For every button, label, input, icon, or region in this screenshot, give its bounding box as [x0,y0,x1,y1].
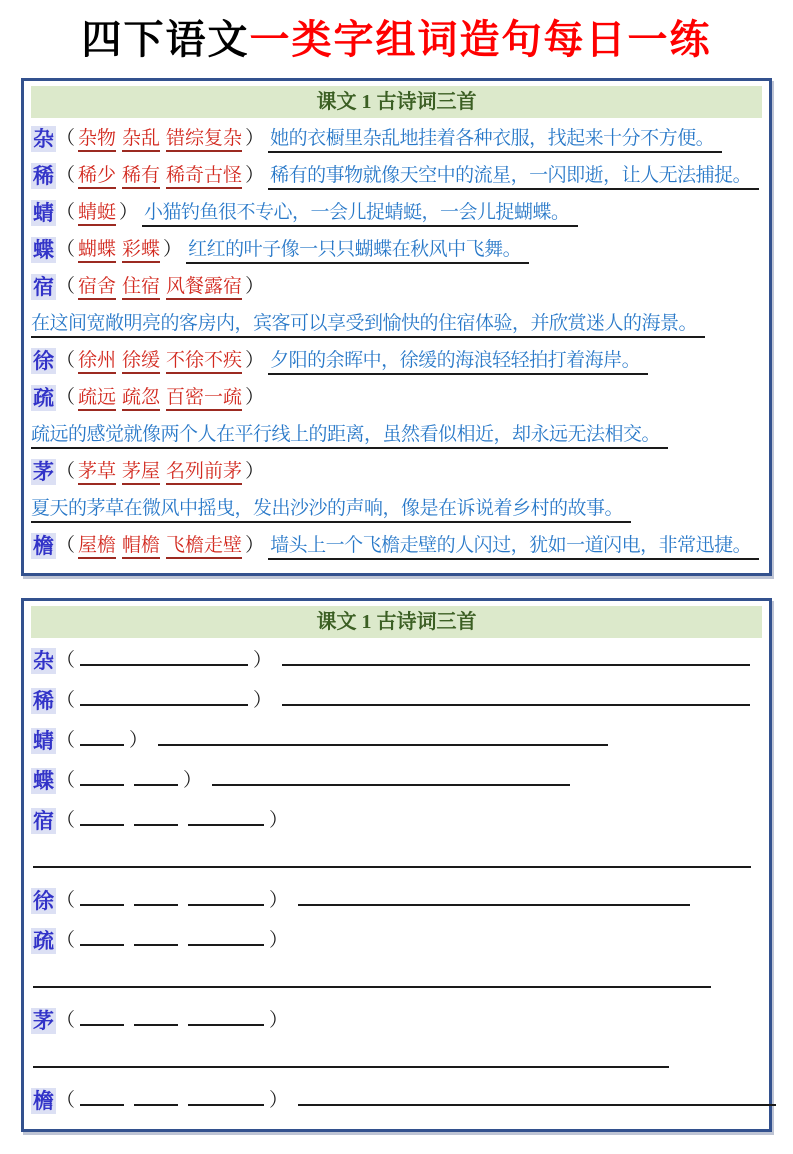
close-paren: ） [245,276,265,297]
word: 杂乱 [122,128,160,152]
practice-row [31,880,762,920]
word-blank-group [75,727,129,751]
example-sentence: 红红的叶子像一只只蝴蝶在秋风中飞舞。 [186,239,529,264]
target-char: 稀 [33,164,54,188]
word: 徐州 [78,350,116,374]
close-paren: ） [245,387,265,408]
word-blank [134,805,178,826]
example-sentence: 在这间宽敞明亮的客房内，宾客可以享受到愉快的住宿体验，并欣赏迷人的海景。 [31,313,705,338]
word-blank [134,765,178,786]
word-blank [80,725,124,746]
sentence-write-line [33,1047,669,1068]
practice-panel [21,598,772,1132]
lesson-header: 课文 1 古诗词三首 [31,606,762,638]
open-paren: （ [56,1010,76,1031]
word-blank [80,805,124,826]
open-paren: （ [56,276,76,297]
word: 风餐露宿 [166,276,242,300]
close-paren: ） [269,890,289,911]
word-blank [134,1085,178,1106]
practice-row [31,760,762,800]
word-blank [80,645,248,666]
entry-row [31,527,762,564]
word: 错综复杂 [166,128,242,152]
sentence-write-line [298,1085,776,1106]
target-char: 宿 [33,809,54,833]
target-char: 宿 [33,275,54,299]
close-paren: ） [245,165,265,186]
practice-sentence-row [31,840,762,880]
word-blank [134,925,178,946]
practice-row [31,680,762,720]
word-blank-group [75,647,253,671]
word-blank [80,685,248,706]
word-blank [188,925,264,946]
close-paren: ） [253,650,273,671]
open-paren: （ [56,535,76,556]
close-paren: ） [245,350,265,371]
entry-row [31,453,762,490]
word-blank [80,885,124,906]
word-blank [188,885,264,906]
target-char: 蜻 [33,201,54,225]
target-char: 檐 [33,1089,54,1113]
close-paren: ） [253,690,273,711]
word-blank-group [75,1087,269,1111]
close-paren: ） [269,930,289,951]
word-blank [134,1005,178,1026]
example-sentence: 夏天的茅草在微风中摇曳，发出沙沙的声响，像是在诉说着乡村的故事。 [31,498,631,523]
lesson-header: 课文 1 古诗词三首 [31,86,762,118]
word-blank [134,885,178,906]
sentence-write-line [33,847,751,868]
practice-row [31,800,762,840]
sentence-write-line [33,967,711,988]
word-blank [188,1085,264,1106]
word-blank [188,805,264,826]
open-paren: （ [56,461,76,482]
target-char: 蝶 [33,238,54,262]
sentence-write-line [298,885,690,906]
practice-row [31,1000,762,1040]
close-paren: ） [269,1010,289,1031]
target-char: 疏 [33,929,54,953]
target-char: 徐 [33,349,54,373]
open-paren: （ [56,387,76,408]
word: 宿舍 [78,276,116,300]
open-paren: （ [56,770,76,791]
open-paren: （ [56,690,76,711]
close-paren: ） [129,730,149,751]
target-char: 檐 [33,534,54,558]
open-paren: （ [56,350,76,371]
word: 稀有 [122,165,160,189]
sentence-write-line [282,645,750,666]
title-prefix: 四下语文 [81,17,250,62]
word: 疏忽 [122,387,160,411]
close-paren: ） [269,1090,289,1111]
page-title [0,18,793,62]
example-sentence: 她的衣橱里杂乱地挂着各种衣服，找起来十分不方便。 [268,128,722,153]
word: 疏远 [78,387,116,411]
entry-row [31,194,762,231]
close-paren: ） [269,810,289,831]
example-sentence: 稀有的事物就像天空中的流星，一闪即逝，让人无法捕捉。 [268,165,759,190]
open-paren: （ [56,650,76,671]
target-char: 稀 [33,689,54,713]
word: 茅屋 [122,461,160,485]
example-sentence: 小猫钓鱼很不专心，一会儿捉蜻蜓，一会儿捉蝴蝶。 [142,202,578,227]
target-char: 蝶 [33,769,54,793]
word: 百密一疏 [166,387,242,411]
word-blank [188,1005,264,1026]
word: 屋檐 [78,535,116,559]
word-blank [80,1085,124,1106]
word: 蝴蝶 [78,239,116,263]
word: 飞檐走壁 [166,535,242,559]
open-paren: （ [56,810,76,831]
word-blank-group [75,807,269,831]
target-char: 杂 [33,649,54,673]
word: 名列前茅 [166,461,242,485]
sentence-write-line [282,685,750,706]
word: 稀奇古怪 [166,165,242,189]
word: 徐缓 [122,350,160,374]
target-char: 徐 [33,889,54,913]
open-paren: （ [56,890,76,911]
open-paren: （ [56,128,76,149]
word: 茅草 [78,461,116,485]
example-sentence: 疏远的感觉就像两个人在平行线上的距离，虽然看似相近，却永远无法相交。 [31,424,668,449]
word-blank [80,765,124,786]
close-paren: ） [245,128,265,149]
target-char: 茅 [33,460,54,484]
example-sentence: 墙头上一个飞檐走壁的人闪过，犹如一道闪电，非常迅捷。 [268,535,759,560]
practice-row [31,920,762,960]
entry-sentence-row [31,490,762,527]
word-blank-group [75,687,253,711]
close-paren: ） [163,239,183,260]
practice-sentence-row [31,960,762,1000]
target-char: 疏 [33,386,54,410]
answer-panel [21,78,772,576]
target-char: 杂 [33,127,54,151]
sentence-write-line [212,765,570,786]
entry-sentence-row [31,305,762,342]
word-blank-group [75,767,183,791]
word: 蜻蜓 [78,202,116,226]
practice-row [31,640,762,680]
entry-row [31,120,762,157]
practice-row [31,720,762,760]
word-blank-group [75,1007,269,1031]
word: 不徐不疾 [166,350,242,374]
open-paren: （ [56,202,76,223]
word-blank [80,1005,124,1026]
word: 彩蝶 [122,239,160,263]
close-paren: ） [119,202,139,223]
target-char: 蜻 [33,729,54,753]
word: 帽檐 [122,535,160,559]
word: 稀少 [78,165,116,189]
entry-row [31,268,762,305]
word: 杂物 [78,128,116,152]
open-paren: （ [56,930,76,951]
open-paren: （ [56,239,76,260]
close-paren: ） [245,461,265,482]
entry-row [31,342,762,379]
entry-row [31,231,762,268]
word-blank-group [75,887,269,911]
title-highlight: 一类字组词造句每日一练 [249,17,712,62]
word-blank [80,925,124,946]
close-paren: ） [245,535,265,556]
word-blank-group [75,927,269,951]
practice-row [31,1080,762,1120]
practice-sentence-row [31,1040,762,1080]
target-char: 茅 [33,1009,54,1033]
close-paren: ） [183,770,203,791]
sentence-write-line [158,725,608,746]
example-sentence: 夕阳的余晖中，徐缓的海浪轻轻拍打着海岸。 [268,350,648,375]
entry-sentence-row [31,416,762,453]
open-paren: （ [56,730,76,751]
word: 住宿 [122,276,160,300]
entry-row [31,157,762,194]
entry-row [31,379,762,416]
open-paren: （ [56,1090,76,1111]
open-paren: （ [56,165,76,186]
